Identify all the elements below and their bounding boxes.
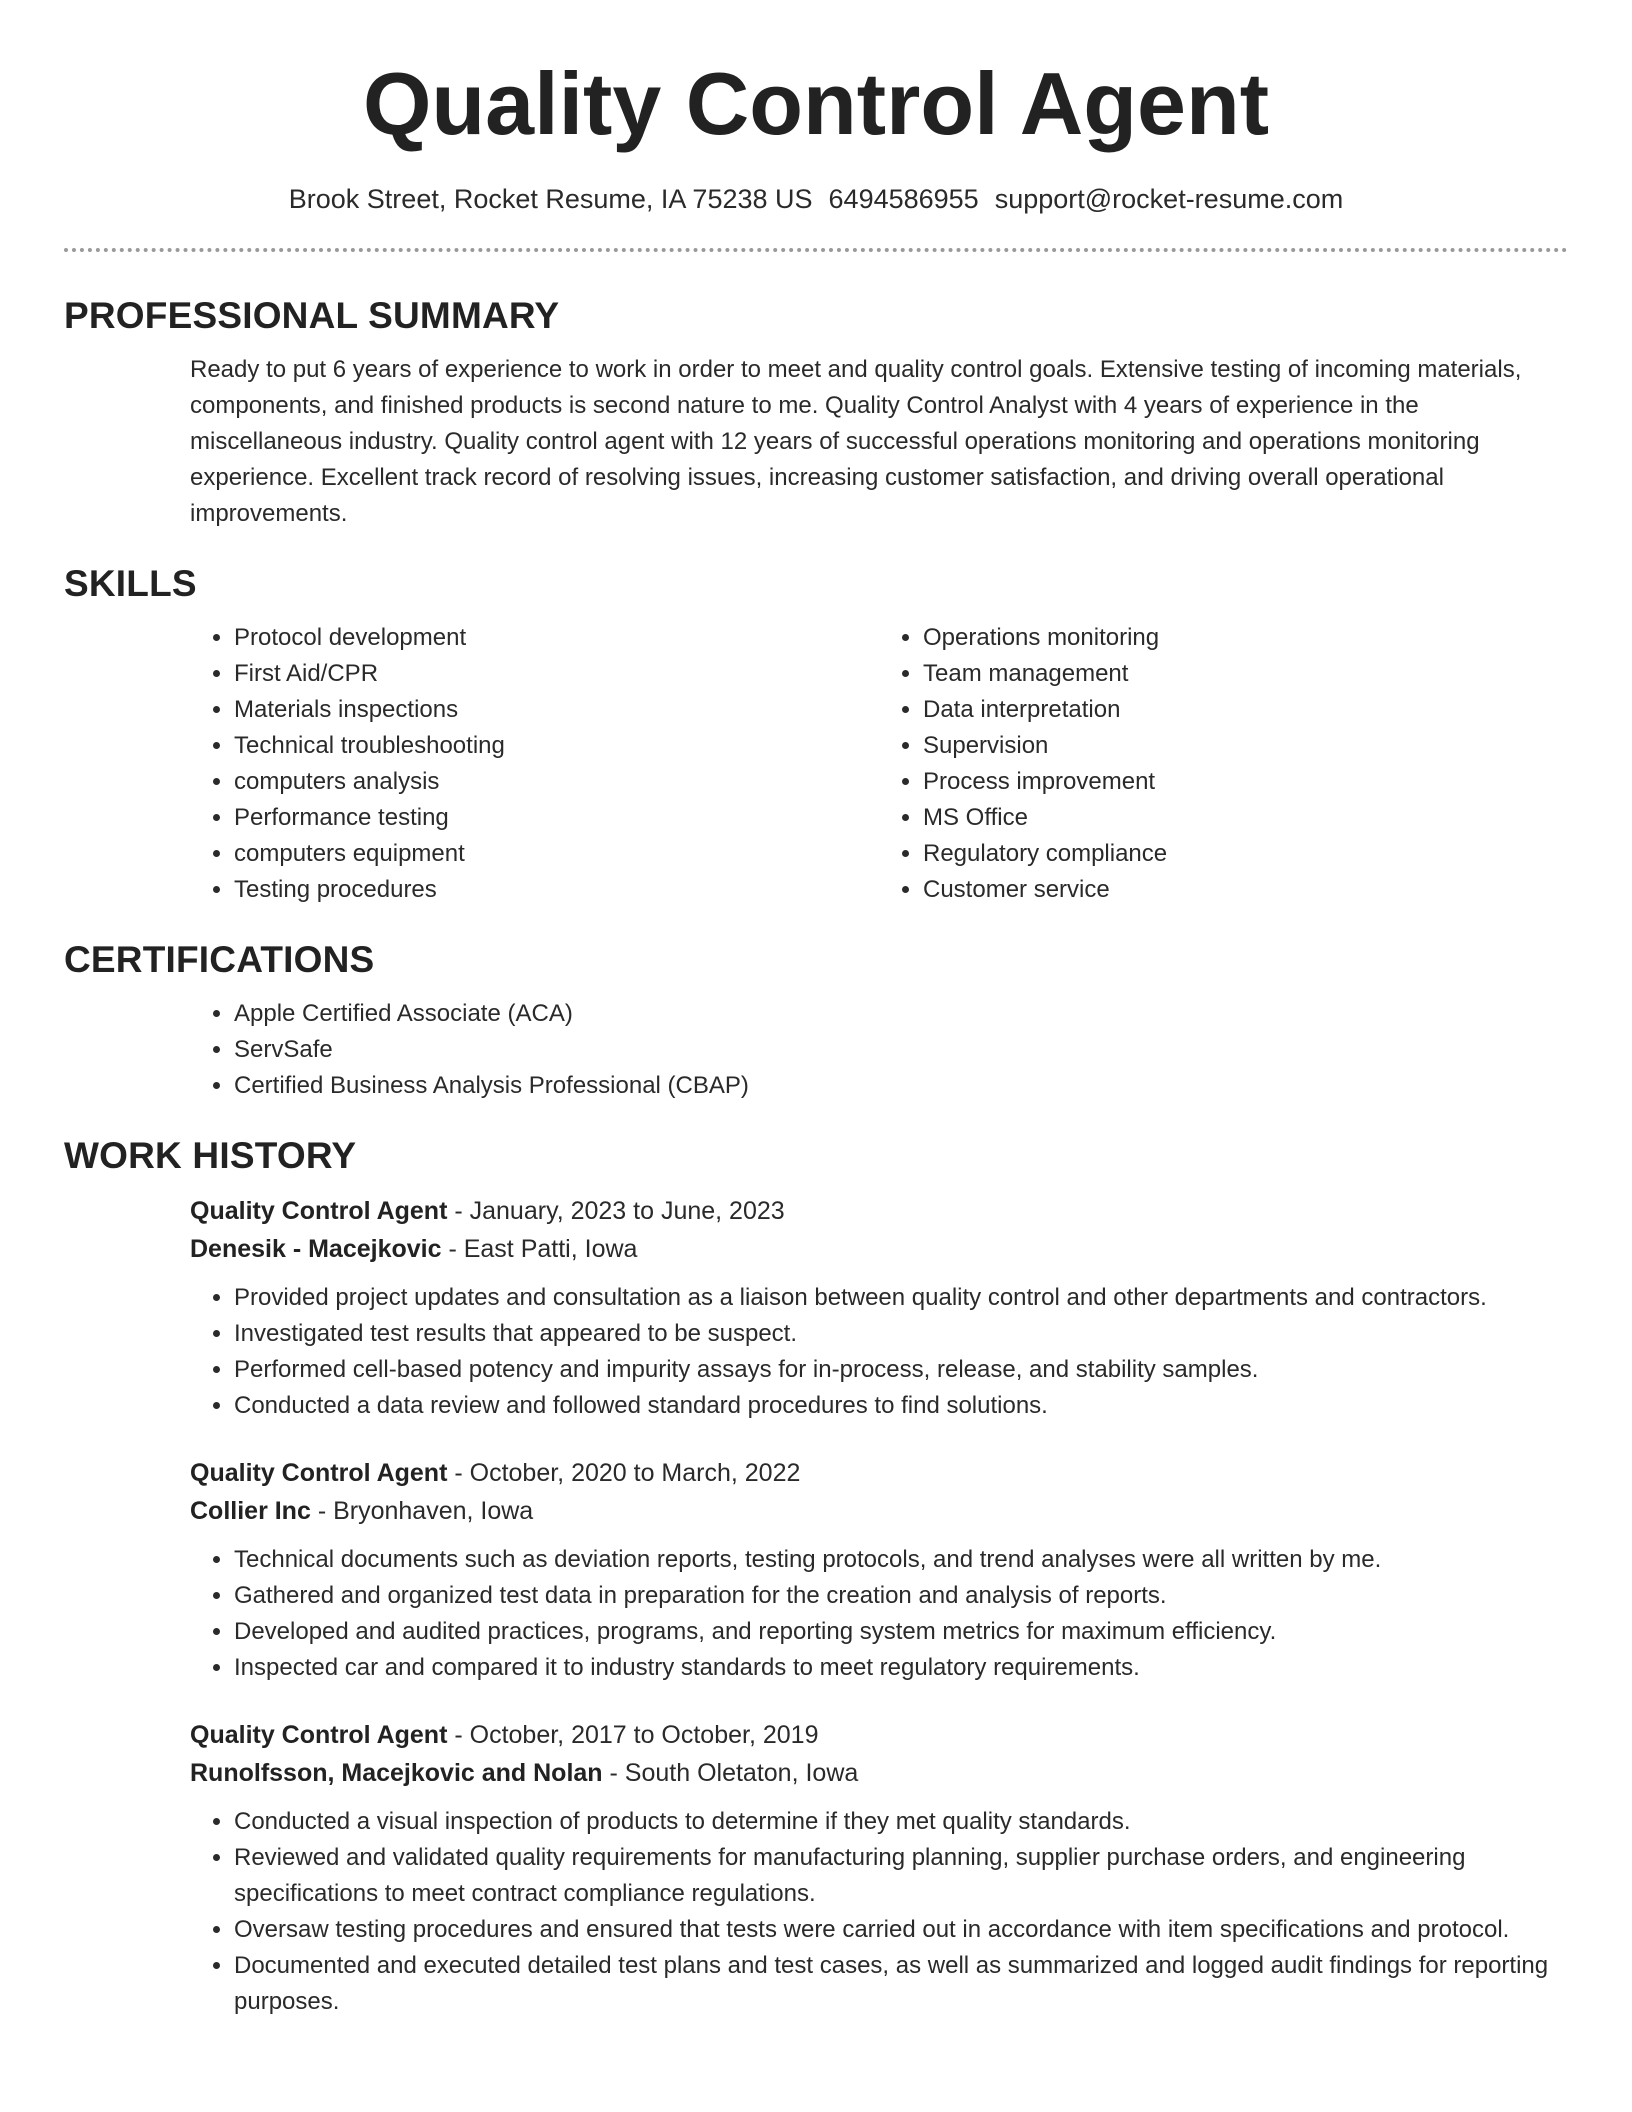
job-role-line xyxy=(190,1192,1568,1230)
skill-item: • Operations monitoring xyxy=(923,620,1568,656)
resume-page xyxy=(64,0,1568,2050)
job-company: Runolfsson, Macejkovic and Nolan xyxy=(190,1759,603,1787)
certification-item: • Certified Business Analysis Professional (CBAP) xyxy=(234,1068,1568,1104)
skill-item: • Performance testing xyxy=(234,800,879,836)
job-bullet: • Reviewed and validated quality requirements for manufacturing planning, supplier purchase orders, and engineering specifications to meet contract compliance regulations. xyxy=(234,1840,1568,1912)
job-bullet: • Conducted a data review and followed standard procedures to find solutions. xyxy=(234,1388,1568,1424)
certification-item: • Apple Certified Associate (ACA) xyxy=(234,996,1568,1032)
job-location: - Bryonhaven, Iowa xyxy=(310,1497,534,1525)
job-company-line xyxy=(190,1492,1568,1530)
skill-item: • computers analysis xyxy=(234,764,879,800)
job-bullet: • Oversaw testing procedures and ensured that tests were carried out in accordance with item specifications and protocol. xyxy=(234,1912,1568,1948)
skills-grid xyxy=(190,620,1568,908)
job-bullets xyxy=(190,1280,1568,1424)
job-bullet: • Performed cell-based potency and impurity assays for in-process, release, and stability samples. xyxy=(234,1352,1568,1388)
job-bullets xyxy=(190,1542,1568,1686)
job-dates: - October, 2020 to March, 2022 xyxy=(447,1459,801,1487)
job-role: Quality Control Agent xyxy=(190,1721,448,1749)
job-entry xyxy=(190,1454,1568,1686)
job-entry xyxy=(190,1716,1568,2020)
summary-section xyxy=(64,294,1568,532)
job-company: Collier Inc xyxy=(190,1497,311,1525)
job-role-line xyxy=(190,1454,1568,1492)
skill-item: • Regulatory compliance xyxy=(923,836,1568,872)
contact-email: support@rocket-resume.com xyxy=(994,184,1344,214)
skill-item: • Supervision xyxy=(923,728,1568,764)
skill-item: • First Aid/CPR xyxy=(234,656,879,692)
certifications-body xyxy=(190,996,1568,1104)
candidate-name: Quality Control Agent xyxy=(362,54,1270,153)
skill-item: • Materials inspections xyxy=(234,692,879,728)
contact-address: Brook Street, Rocket Resume, IA 75238 US xyxy=(288,184,813,214)
job-company-line xyxy=(190,1230,1568,1268)
summary-text: Ready to put 6 years of experience to work in order to meet and quality control goals. Extensive testing of incoming materials, components, and finished products is second nature to me. Quality Control Analyst with 4 years of experience in the miscellaneous industry. Quality control agent with 12 years of successful operations monitoring and operations monitoring experience. Excellent track record of resolving issues, increasing customer satisfaction, and driving overall operational improvements. xyxy=(190,356,1522,527)
skill-item: • Testing procedures xyxy=(234,872,879,908)
job-bullet: • Technical documents such as deviation reports, testing protocols, and trend analyses were all written by me. xyxy=(234,1542,1568,1578)
skills-list-right xyxy=(879,620,1568,908)
skill-item: • Customer service xyxy=(923,872,1568,908)
job-bullet: • Investigated test results that appeared to be suspect. xyxy=(234,1316,1568,1352)
job-bullet: • Provided project updates and consultation as a liaison between quality control and other departments and contractors. xyxy=(234,1280,1568,1316)
work-history-section xyxy=(64,1134,1568,2020)
job-dates: - January, 2023 to June, 2023 xyxy=(447,1197,785,1225)
skill-item: • Technical troubleshooting xyxy=(234,728,879,764)
job-bullet: • Documented and executed detailed test plans and test cases, as well as summarized and logged audit findings for reporting purposes. xyxy=(234,1948,1568,2020)
skills-section xyxy=(64,562,1568,908)
skill-item: • MS Office xyxy=(923,800,1568,836)
contact-phone: 6494586955 xyxy=(828,184,979,214)
job-dates: - October, 2017 to October, 2019 xyxy=(447,1721,819,1749)
skill-item: • Team management xyxy=(923,656,1568,692)
job-bullet: • Developed and audited practices, programs, and reporting system metrics for maximum efficiency. xyxy=(234,1614,1568,1650)
skill-item: • Protocol development xyxy=(234,620,879,656)
job-entry xyxy=(190,1192,1568,1424)
skills-heading: SKILLS xyxy=(64,563,197,604)
skill-item: • computers equipment xyxy=(234,836,879,872)
skill-item: • Process improvement xyxy=(923,764,1568,800)
certifications-list xyxy=(190,996,1568,1104)
job-bullet: • Conducted a visual inspection of products to determine if they met quality standards. xyxy=(234,1804,1568,1840)
certifications-section xyxy=(64,938,1568,1104)
job-role-line xyxy=(190,1716,1568,1754)
job-bullet: • Gathered and organized test data in preparation for the creation and analysis of reports. xyxy=(234,1578,1568,1614)
skill-item: • Data interpretation xyxy=(923,692,1568,728)
job-role: Quality Control Agent xyxy=(190,1197,448,1225)
skills-list-left xyxy=(190,620,879,908)
job-company-line xyxy=(190,1754,1568,1792)
job-location: - South Oletaton, Iowa xyxy=(602,1759,859,1787)
job-bullets xyxy=(190,1804,1568,2020)
job-role: Quality Control Agent xyxy=(190,1459,448,1487)
certifications-heading: CERTIFICATIONS xyxy=(64,939,375,980)
certification-item: • ServSafe xyxy=(234,1032,1568,1068)
header-divider xyxy=(64,248,1568,252)
job-bullet: • Inspected car and compared it to industry standards to meet regulatory requirements. xyxy=(234,1650,1568,1686)
work-history-heading: WORK HISTORY xyxy=(64,1135,357,1176)
job-location: - East Patti, Iowa xyxy=(441,1235,638,1263)
summary-heading: PROFESSIONAL SUMMARY xyxy=(64,295,560,336)
contact-line xyxy=(64,184,1568,214)
work-history-body xyxy=(190,1192,1568,2020)
job-company: Denesik - Macejkovic xyxy=(190,1235,442,1263)
